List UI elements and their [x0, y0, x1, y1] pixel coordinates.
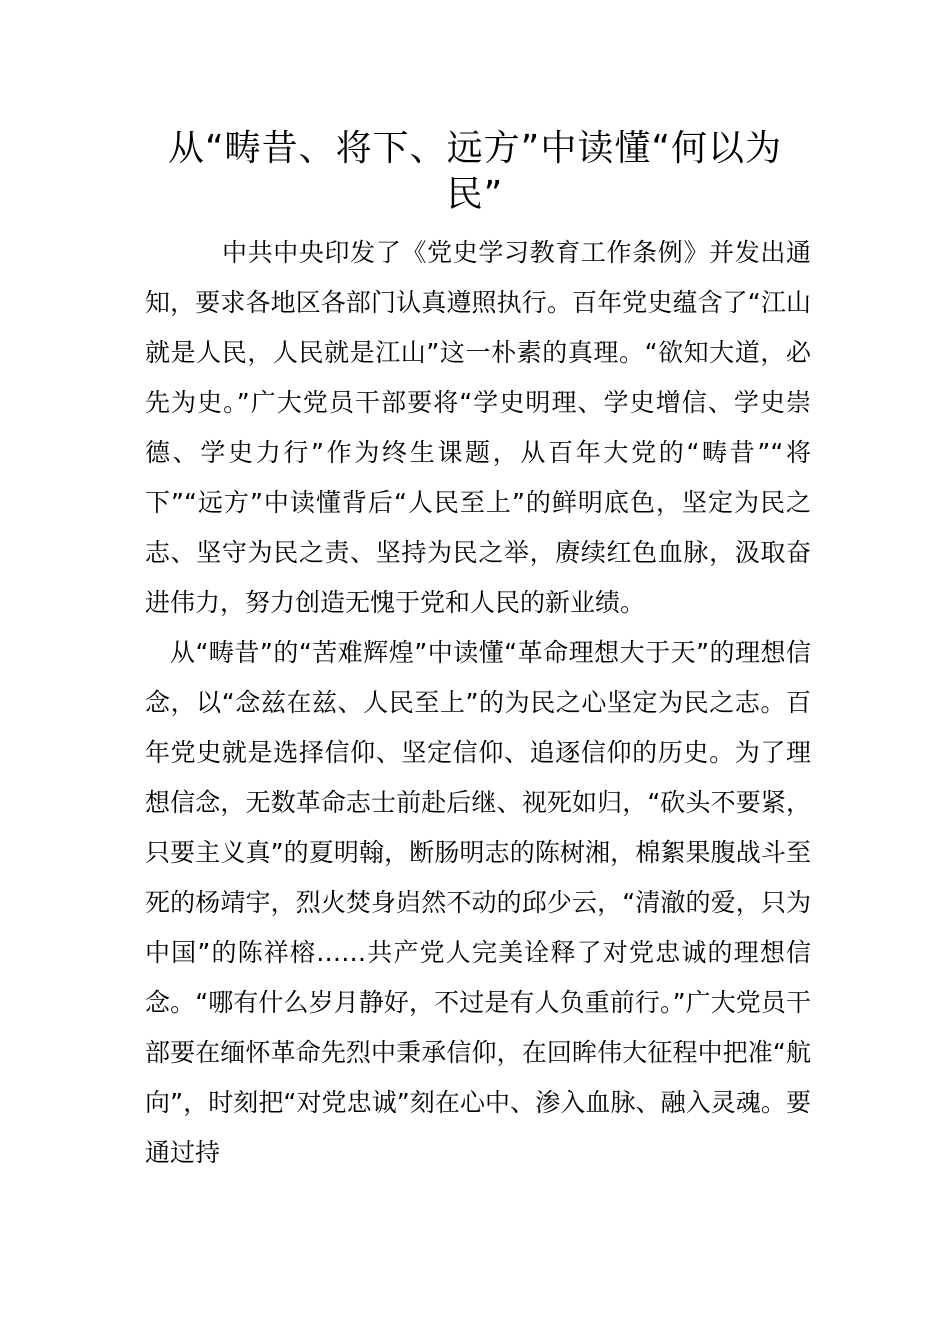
document-title: 从“畴昔、将下、远方”中读懂“何以为民”: [168, 128, 782, 215]
document-body: [145, 228, 811, 1178]
paragraph-2: 从“畴昔”的“苦难辉煌”中读懂“革命理想大于天”的理想信念，以“念兹在兹、人民至上”的为民之心坚定为民之志。百年党史就是选择信仰、坚定信仰、追逐信仰的历史。为了理想信念，无数革命志士前赴后继、视死如归，“砍头不要紧，只要主义真”的夏明翰，断肠明志的陈树湘，棉絮果腹战斗至死的杨靖宇，烈火焚身岿然不动的邱少云，“清澈的爱，只为中国”的陈祥榕……共产党人完美诠释了对党忠诚的理想信念。“哪有什么岁月静好，不过是有人负重前行。”广大党员干部要在缅怀革命先烈中秉承信仰，在回眸伟大征程中把准“航向”，时刻把“对党忠诚”刻在心中、渗入血脉、融入灵魂。要通过持: [145, 638, 811, 1167]
paragraph-1: 中共中央印发了《党史学习教育工作条例》并发出通知，要求各地区各部门认真遵照执行。百年党史蕴含了“江山就是人民，人民就是江山”这一朴素的真理。“欲知大道，必先为史。”广大党员干部要将“学史明理、学史增信、学史崇德、学史力行”作为终生课题，从百年大党的“畴昔”“将下”“远方”中读懂背后“人民至上”的鲜明底色，坚定为民之志、坚守为民之责、坚持为民之举，赓续红色血脉，汲取奋进伟力，努力创造无愧于党和人民的新业绩。: [145, 238, 811, 617]
